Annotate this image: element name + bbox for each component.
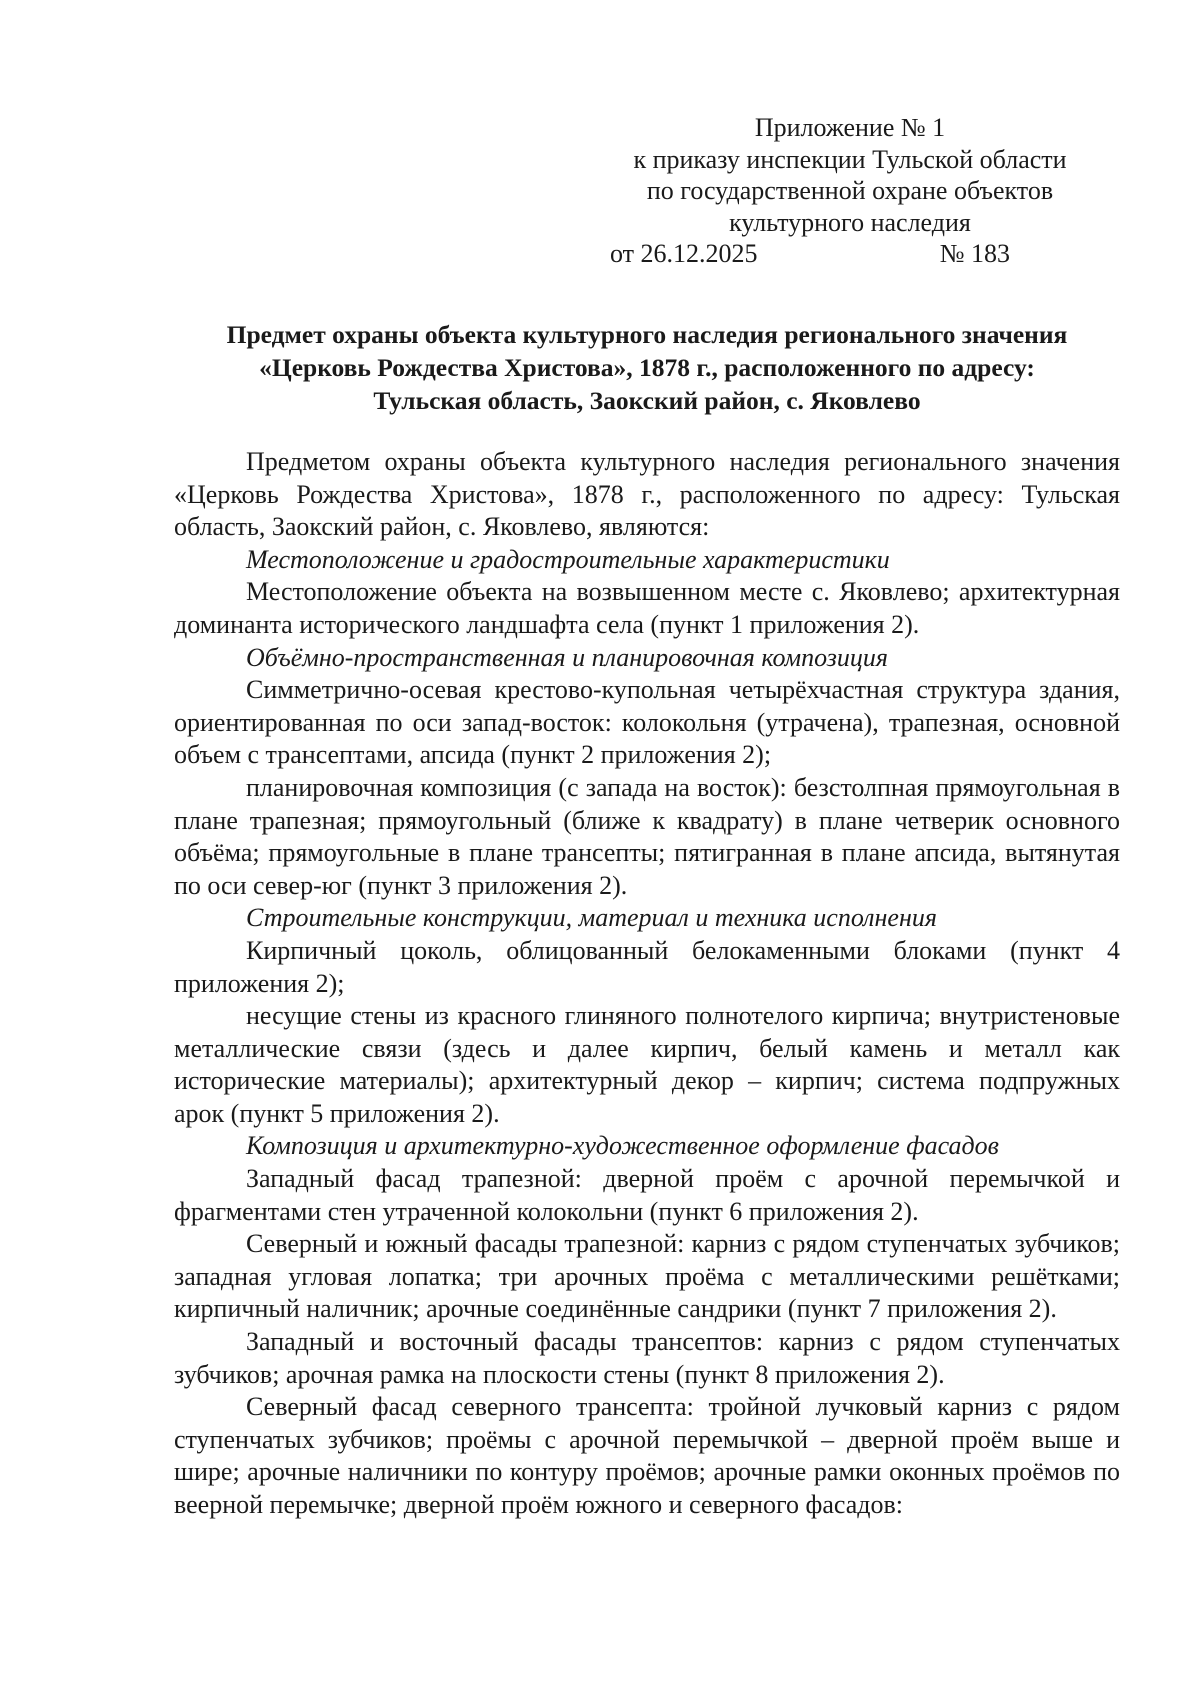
paragraph-planning: планировочная композиция (с запада на восток): безстолпная прямоугольная в плане трапезная; прямоугольный (ближе к квадрату) в плане четверик основного объёма; прямоугольные в плане трансепты; пятигранная в плане апсида, вытянутая по оси север-юг (пункт 3 приложения 2). [174,772,1120,900]
section-heading-facades: Композиция и архитектурно-художественное оформление фасадов [246,1131,999,1161]
title-line-1: Предмет охраны объекта культурного наследия регионального значения [226,320,1068,349]
appendix-order-line: к приказу инспекции Тульской области [633,144,1067,174]
order-number: № 183 [939,239,1010,269]
appendix-heritage-line: культурного наследия [729,207,971,237]
order-date: от 26.12.2025 [610,239,758,269]
section-heading-composition: Объёмно-пространственная и планировочная композиция [246,642,889,672]
appendix-number: Приложение № 1 [754,113,946,142]
paragraph-plinth: Кирпичный цоколь, облицованный белокаменными блоками (пункт 4 приложения 2); [174,935,1120,998]
paragraph-west-facade: Западный фасад трапезной: дверной проём с арочной перемычкой и фрагментами стен утраченной колокольни (пункт 6 приложения 2). [174,1164,1120,1226]
appendix-date-row [590,238,1110,270]
appendix-header [590,112,1110,270]
section-heading-location: Местоположение и градостроительные характеристики [246,544,890,574]
section-heading-construction: Строительные конструкции, материал и техника исполнения [246,903,937,933]
document-title [174,318,1120,417]
paragraph-location: Местоположение объекта на возвышенном месте с. Яковлево; архитектурная доминанта исторического ландшафта села (пункт 1 приложения 2). [174,577,1120,639]
paragraph-structure: Симметрично-осевая крестово-купольная четырёхчастная структура здания, ориентированная по оси запад-восток: колокольня (утрачена), трапезная, основной объем с трансептами, апсида (пункт 2 приложения 2); [174,675,1120,770]
document-body [174,446,1120,1522]
paragraph-north-transept: Северный фасад северного трансепта: тройной лучковый карниз с рядом ступенчатых зубчиков; проёмы с арочной перемычкой – дверной проём выше и шире; арочные наличники по контуру проёмов; арочные рамки оконных проёмов по веерной перемычке; дверной проём южного и северного фасадов: [174,1392,1120,1519]
appendix-protection-line: по государственной охране объектов [646,176,1054,206]
intro-paragraph: Предметом охраны объекта культурного наследия регионального значения «Церковь Рождества Христова», 1878 г., расположенного по адресу: Тульская область, Заокский район, с. Яковлево, являются: [174,447,1120,542]
paragraph-transept-facades: Западный и восточный фасады трансептов: карниз с рядом ступенчатых зубчиков; арочная рамка на плоскости стены (пункт 8 приложения 2). [174,1327,1120,1389]
paragraph-north-south-facades: Северный и южный фасады трапезной: карниз с рядом ступенчатых зубчиков; западная угловая лопатка; три арочных проёма с металлическими решётками; кирпичный наличник; арочные соединённые сандрики (пункт 7 приложения 2). [174,1229,1120,1324]
paragraph-walls: несущие стены из красного глиняного полнотелого кирпича; внутристеновые металлические связи (здесь и далее кирпич, белый камень и металл как исторические материалы); архитектурный декор – кирпич; система подпружных арок (пункт 5 приложения 2). [174,1001,1120,1128]
title-line-2: «Церковь Рождества Христова», 1878 г., расположенного по адресу: [259,353,1035,382]
title-line-3: Тульская область, Заокский район, с. Яковлево [373,386,921,415]
